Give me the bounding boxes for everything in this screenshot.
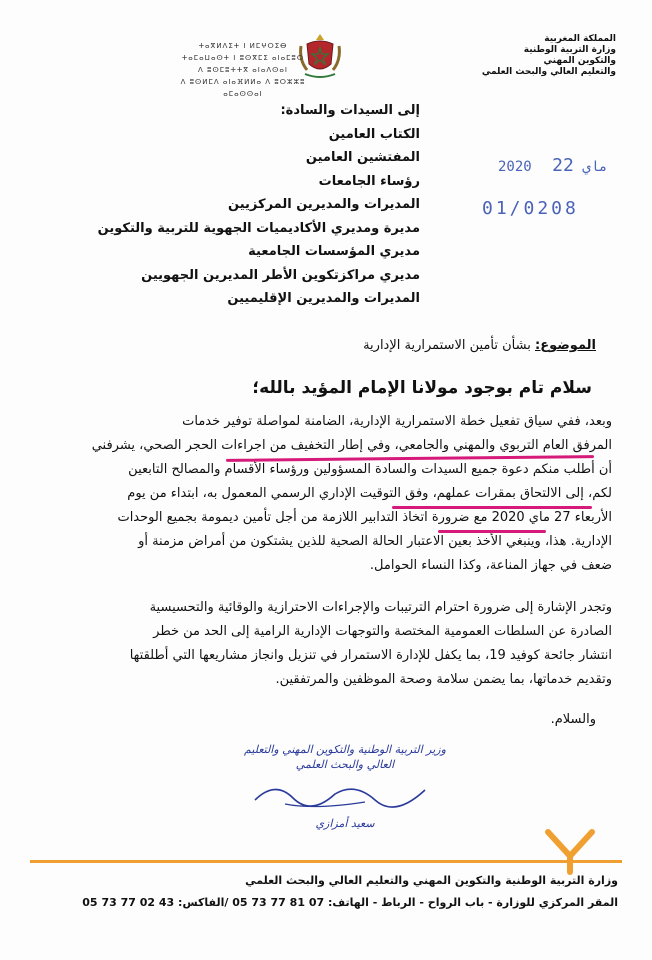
addressee-item: الكتاب العامين — [328, 126, 420, 142]
ministry-logo-icon — [540, 826, 600, 876]
reference-number: 01/0208 — [482, 198, 579, 219]
body-line: الأربعاء 27 ماي 2020 مع ضرورة اتخاذ التدابير اللازمة من أجل تأمين ديمومة بجميع الوحدات — [117, 510, 612, 525]
header-line: ⵜⴰⵎⴰⵡⴰⵙⵜ ⵏ ⵓⵙⴳⵎⵉ ⴰⵏⴰⵎⵓⵔ — [181, 54, 305, 62]
body-line: أن أطلب منكم دعوة جميع السيدات والسادة المسؤولين ورؤساء الأقسام والمصالح التابعين — [128, 462, 612, 477]
addressee-intro: إلى السيدات والسادة: — [280, 103, 420, 118]
handwritten-signature-icon — [245, 772, 445, 812]
signature-block — [240, 742, 450, 831]
body-line: ضعف في جهاز المناعة، وكذا النساء الحوامل. — [369, 558, 612, 573]
date-stamp — [498, 155, 608, 176]
body-paragraph-1 — [30, 410, 612, 578]
footer-ministry: وزارة التربية الوطنية والتكوين المهني والتعليم العالي والبحث العلمي — [245, 874, 618, 887]
stamp-month: ماي — [582, 159, 608, 175]
closing: والسلام. — [550, 712, 596, 727]
footer-address: المقر المركزي للوزارة - باب الرواح - الرباط - الهاتف: 07 81 77 73 05 /الفاكس: 43 02 77 73 05 — [82, 896, 618, 909]
addressee-item: مديري المؤسسات الجامعية — [248, 244, 420, 259]
header-line: وزارة التربية الوطنية — [523, 45, 616, 55]
header-line: والتعليم العالي والبحث العلمي — [481, 67, 616, 77]
header-line: المملكة المغربية — [544, 34, 616, 44]
footer-divider — [30, 860, 622, 863]
body-line: لكم، إلى الالتحاق بمقرات عملهم، وفق التوقيت الإداري الرسمي المعمول به، ابتداء من يوم — [127, 486, 612, 501]
body-line: وبعد، ففي سياق تفعيل خطة الاستمرارية الإدارية، الضامنة لمواصلة توفير خدمات — [182, 414, 612, 429]
stamp-year: 2020 — [498, 159, 532, 175]
addressee-item: مديرة ومديري الأكاديميات الجهوية للتربية والتكوين — [97, 220, 420, 236]
subject-label: الموضوع: — [535, 338, 596, 353]
highlight-underline — [438, 530, 546, 533]
header-line: والتكوين المهني — [543, 56, 616, 66]
addressee-list — [60, 99, 420, 311]
body-line: وتجدر الإشارة إلى ضرورة احترام الترتيبات والإجراءات الاحترازية والوقائية والتحسيسية — [149, 600, 612, 615]
signature-title: وزير التربية الوطنية والتكوين المهني والتعليم العالي والبحث العلمي — [244, 743, 446, 771]
header-line: ⵜⴰⴳⵍⴷⵉⵜ ⵏ ⵍⵎⵖⵔⵉⴱ — [198, 42, 288, 50]
footer — [28, 870, 618, 914]
header-line: ⴷ ⵓⵙⵍⵎⴷ ⴰⵏⴰⴼⵍⵍⴰ ⴷ ⵓⵔⵣⵣⵓ ⴰⵎⴰⵙⵙⴰⵏ — [180, 78, 306, 98]
subject-text: بشأن تأمين الاستمرارية الإدارية — [363, 338, 531, 353]
body-line: الصادرة عن السلطات العمومية المختصة والتوجهات الإدارية الرامية إلى الحد من خطر — [153, 624, 612, 639]
signature-name: سعيد أمزازي — [315, 817, 375, 830]
addressee-item: المفتشين العامين — [305, 150, 420, 165]
body-line: الإدارية. هذا، وينبغي الأخذ بعين الاعتبار الحالة الصحية للذين يشتكون من أمراض مزمنة أو — [138, 534, 612, 549]
addressee-item: المديرات والمديرين الإقليميين — [227, 291, 420, 306]
stamp-day: 22 — [552, 155, 574, 176]
addressee-item: المديرات والمديرين المركزيين — [228, 197, 420, 212]
subject-line — [363, 338, 596, 353]
ministry-header-tifinagh — [178, 40, 308, 100]
greeting: سلام تام بوجود مولانا الإمام المؤيد بالله؛ — [252, 378, 592, 398]
body-line: وتقديم خدماتها، بما يضمن سلامة وصحة الموظفين والمرتفقين. — [275, 672, 612, 687]
addressee-item: مديري مراكزتكوين الأطر المديرين الجهويين — [141, 267, 420, 283]
body-paragraph-2 — [30, 596, 612, 692]
body-line: المرفق العام التربوي والمهني والجامعي، وفي إطار التخفيف من اجراءات الحجر الصحي، يشرفني — [91, 438, 612, 453]
body-line: انتشار جائحة كوفيد 19، بما يكفل للإدارة الاستمرار في تنزيل وانجاز مشاريعها التي أطلقتها — [129, 648, 612, 663]
ministry-header-arabic — [446, 34, 616, 78]
highlight-underline — [392, 506, 592, 509]
header-line: ⴷ ⵓⵙⵎⵓⵜⵜⴳ ⴰⵏⴰⴷⵙⴰⵏ — [198, 66, 288, 74]
addressee-item: رؤساء الجامعات — [318, 173, 420, 189]
